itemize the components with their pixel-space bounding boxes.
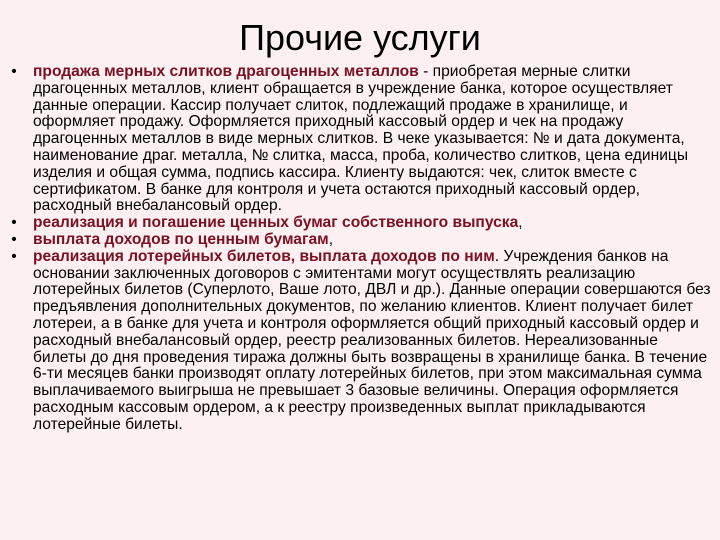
slide-title: Прочие услуги <box>239 17 481 58</box>
bullet-dot: • <box>11 247 17 265</box>
bullet-dot: • <box>11 214 17 232</box>
bullet-dot: • <box>11 230 17 248</box>
bullet-list <box>8 64 714 434</box>
bullet-lead-securities-income: выплата доходов по ценным бумагам <box>33 230 329 248</box>
bullet-text-securities-sale: , <box>518 214 523 232</box>
bullet-item-lottery <box>8 249 714 434</box>
bullet-text-lottery: . Учреждения банков на основании заключенных договоров с эмитентами могут осуществлять реализацию лотерейных билетов (Суперлото, Ваше лото, ДВЛ и др.). Данные операции совершаются без предъявления дополнительных документов, по желанию клиентов. Клиент получает билет лотереи, а в банке для учета и контроля оформляется общий приходный кассовый ордер и расходный внебалансовый ордер, реестр реализованных билетов. Нереализованные билеты до дня проведения тиража должны быть возвращены в хранилище банка. В течение 6-ти месяцев банки производят оплату лотерейных билетов, при этом максимальная сумма выплачиваемого выигрыша не превышает 3 базовые величины. Операция оформляется расходным кассовым ордером, а к реестру произведенных выплат прикладываются лотерейные билеты. <box>33 247 711 433</box>
bullet-lead-lottery: реализация лотерейных билетов, выплата доходов по ним <box>33 247 495 265</box>
bullet-item-bullion-sales <box>8 64 714 215</box>
bullet-text-securities-income: , <box>328 230 334 248</box>
bullet-dot: • <box>11 63 17 80</box>
bullet-text-bullion-sales: - приобретая мерные слитки драгоценных металлов, клиент обращается в учреждение банка, которое осуществляет данные операции. Кассир получает слиток, подлежащий продаже в хранилище, и оформляет продажу. Оформляется приходный кассовый ордер и чек на продажу драгоценных металлов в виде мерных слитков. В чеке указывается: № и дата документа, наименование драг. металла, № слитка, масса, проба, количество слитков, цена единицы изделия и общая сумма, подпись кассира. Клиенту выдаются: чек, слиток вместе с сертификатом. В банке для контроля и учета остаются приходный кассовый ордер, расходный внебалансовый ордер. <box>33 63 689 215</box>
bullet-lead-securities-sale: реализация и погашение ценных бумаг собственного выпуска <box>33 214 519 232</box>
bullet-lead-bullion-sales: продажа мерных слитков драгоценных металлов <box>33 63 419 80</box>
bullet-item-securities-sale <box>8 215 714 232</box>
bullet-item-securities-income <box>8 232 714 249</box>
